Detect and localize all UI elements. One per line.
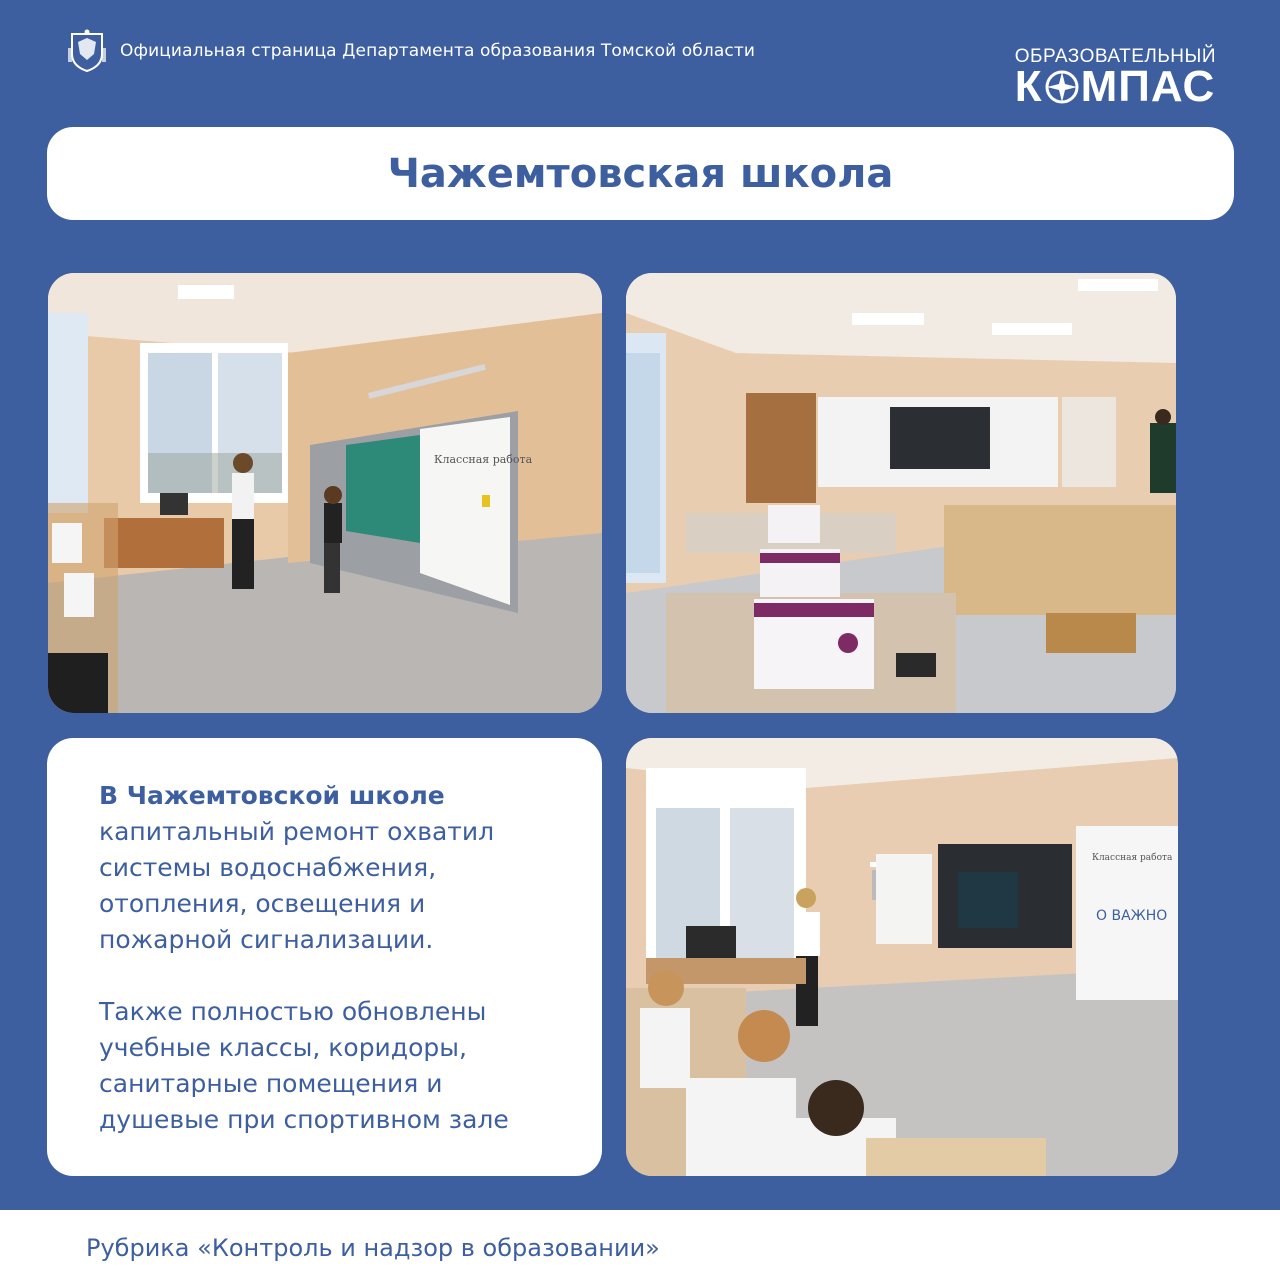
board-caption-text: Классная работа [434, 453, 533, 466]
classroom-lesson-photo [48, 273, 602, 713]
logo-letters-mpas: МПАС [1080, 62, 1216, 111]
classroom-pioneers-photo [626, 738, 1178, 1176]
rubric-label: Рубрика «Контроль и надзор в образовании» [86, 1234, 660, 1262]
department-title: Официальная страница Департамента образования Томской области [120, 41, 755, 61]
title-card [47, 127, 1234, 220]
tomsk-region-crest-icon [64, 28, 110, 74]
obrazovatelny-kompas-logo [1014, 46, 1216, 111]
description-paragraph-2: Также полностью обновлены учебные классы, коридоры, санитарные помещения и душевые при спортивном зале [99, 997, 509, 1134]
description-paragraph-1: капитальный ремонт охватил системы водоснабжения, отопления, освещения и пожарной сигнализации. [99, 817, 495, 954]
sewing-workshop-photo [626, 273, 1176, 713]
description-lead: В Чажемтовской школе [99, 781, 445, 810]
board-letters-text: О ВАЖНО [1096, 908, 1168, 924]
board-caption-text-3: Классная работа [1092, 853, 1173, 863]
page-title: Чажемтовская школа [387, 150, 894, 197]
logo-letter-k: К [1014, 62, 1043, 111]
compass-star-icon [1044, 69, 1080, 105]
footer-bar [0, 1210, 1280, 1280]
description-card [47, 738, 602, 1176]
logo-top-text: ОБРАЗОВАТЕЛЬНЫЙ [1014, 46, 1216, 67]
page-header [64, 28, 755, 74]
logo-main-text [1014, 62, 1216, 111]
